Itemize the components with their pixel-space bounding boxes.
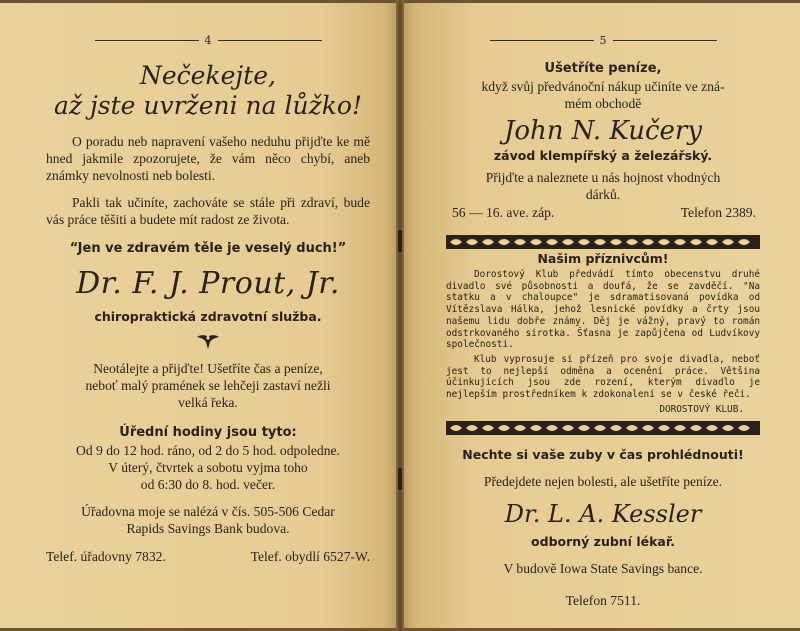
folio-rule <box>613 40 717 41</box>
advice-paragraph: O poradu neb napravení vašeho neduhu přijďte ke mě hned jakmile zpozorujete, že vám něco chybí, aneb známky nevolnosti neb bolesti. <box>46 134 370 183</box>
hours-line: Od 9 do 12 hod. ráno, od 2 do 5 hod. odpoledne. <box>76 443 340 458</box>
hours-line: V úterý, čtvrtek a sobotu vyjma toho <box>108 460 308 475</box>
ornamental-divider-bottom <box>446 421 760 435</box>
club-signature: DOROSTOVÝ KLUB. <box>659 403 744 415</box>
merchant-phone: Telefon 2389. <box>680 205 756 220</box>
office-line: Úřadovna moje se nalézá v čís. 505-506 Cedar <box>81 504 335 519</box>
hours-heading: Úřední hodiny jsou tyto: <box>119 425 297 440</box>
left-page <box>0 3 400 628</box>
merchant-contact-row <box>446 205 760 221</box>
urge-line: Neotálejte a přijďte! Ušetříte čas a peníze, <box>93 361 323 376</box>
phone-row <box>46 549 370 565</box>
merchant-address: 56 — 16. ave. záp. <box>452 205 555 220</box>
club-paragraph-1: Dorostový Klub předvádí tímto obecenstvu druhé divadlo své působnosti a doufá, že se zavděčí. "Na statku a v chaloupce" je sdramatisovaná povídka od Vítězslava Hálka, jehož lesnické povídky a črty jsou našemu lidu dobře známy. Děj je vážný, pravý to román odstrkovaného sirotka. Šťasna je zapůjčena od Ludvíkovy společnosti. <box>446 269 760 351</box>
folio-rule <box>218 40 322 41</box>
urge-paragraph <box>46 360 370 411</box>
folio-rule <box>490 40 594 41</box>
teeth-heading: Nechte si vaše zuby v čas prohlédnouti! <box>462 446 744 462</box>
savings-text <box>446 78 760 112</box>
headline-line-1: Nečekejte, <box>140 61 276 90</box>
home-phone: Telef. obydlí 6527-W. <box>250 549 370 564</box>
hours-block <box>46 442 370 493</box>
office-line: Rapids Savings Bank budova. <box>126 521 290 536</box>
book-gutter <box>396 0 404 631</box>
dentist-name: Dr. L. A. Kessler <box>504 499 702 528</box>
headline-line-2: až jste uvrženi na lůžko! <box>53 91 363 120</box>
staple <box>398 468 402 490</box>
savings-line: mém obchodě <box>564 96 642 111</box>
ornamental-divider-top <box>446 235 760 249</box>
left-folio <box>46 33 370 47</box>
health-paragraph: Pakli tak učiníte, zachováte se stále při zdraví, bude vás práce těšiti a budete mít radost ze života. <box>46 195 370 227</box>
right-page-number: 5 <box>599 33 607 47</box>
teeth-line: Předejdete nejen bolesti, ale ušetříte peníze. <box>483 473 723 489</box>
motto: “Jen ve zdravém těle je veselý duch!” <box>69 241 347 256</box>
invite-line: Přijďte a naleznete u nás hojnost vhodných <box>485 170 721 185</box>
merchant-name: John N. Kučery <box>503 116 703 146</box>
merchant-trade: závod klempířský a železářský. <box>493 148 713 163</box>
doctor-name: Dr. F. J. Prout, Jr. <box>76 266 340 301</box>
club-paragraph-2: Klub vyprosuje si přízeň pro svoje divadla, neboť jest to nejlepší odměna a ocenění práce. Většina účinkujících jsou zde rození, kterým divadlo je nejlepším prostředníkem k zdokonalení se v české řeči. <box>446 353 760 401</box>
hours-line: od 6:30 do 8. hod. večer. <box>140 477 276 492</box>
savings-line: když svůj předvánoční nákup učiníte ve zná- <box>481 79 725 94</box>
right-folio <box>446 33 760 47</box>
dentist-location: V budově Iowa State Savings bance. <box>503 560 703 576</box>
right-page <box>400 3 800 628</box>
urge-line: neboť malý pramének se lehčeji zastaví nežli <box>85 378 331 393</box>
office-block <box>46 503 370 537</box>
savings-heading: Ušetříte peníze, <box>544 61 662 76</box>
laurel-border-icon <box>446 235 760 249</box>
merchant-invite <box>446 169 760 203</box>
dentist-phone: Telefon 7511. <box>565 592 641 608</box>
folio-rule <box>95 40 199 41</box>
urge-line: velká řeka. <box>178 395 238 410</box>
laurel-border-icon <box>446 421 760 435</box>
service-line: chiropraktická zdravotní služba. <box>94 309 322 324</box>
staple <box>398 230 402 252</box>
office-phone: Telef. úřadovny 7832. <box>46 549 166 564</box>
dentist-title: odborný zubní lékař. <box>531 533 675 549</box>
left-page-number: 4 <box>204 33 212 47</box>
patrons-heading: Našim příznivcům! <box>537 251 669 266</box>
invite-line: dárků. <box>585 187 621 202</box>
eagle-ornament-icon <box>46 334 370 352</box>
